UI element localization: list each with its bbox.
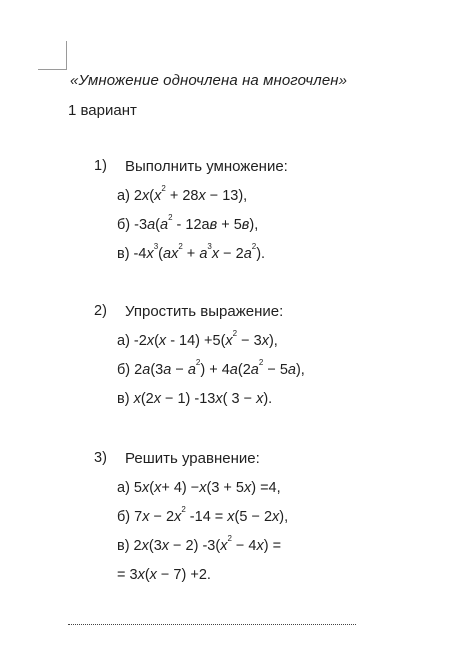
task-2-item-b: б) $2a(3a - a^2) + 4a(2a^2 - 5a)$,: [117, 358, 305, 378]
crop-mark-vertical: [66, 41, 67, 70]
dotted-answer-line: [68, 624, 356, 625]
task-1-item-a: а) $2x(x^2 + 28x - 13)$,: [117, 184, 248, 204]
task-2-item-a: а) $-2x(x - 14) +5(x^2 - 3x)$,: [117, 329, 278, 349]
task-3-item-d: = 3x(x − 7) +2.: [117, 567, 211, 583]
task-3-item-c: в) 2x(3x − 2) $-3(x^2 - 4x)$ =: [117, 534, 282, 554]
crop-mark-horizontal: [38, 69, 66, 70]
document-title: «Умножение одночлена на многочлен»: [70, 72, 348, 89]
task-1-item-c: в) $-4x^3(ax^2 + a^3x - 2a^2)$.: [117, 242, 266, 262]
task-3-item-a: а) 5x(x+ 4) −x(3 + 5x) =4,: [117, 480, 281, 496]
task-1-number: 1): [94, 158, 107, 174]
task-3-item-b: б) $7x - 2x^2$ -14 = x(5 − 2x),: [117, 505, 289, 525]
task-2-item-c: в) x(2x − 1) -13x( 3 − x).: [117, 391, 273, 407]
task-3-heading: Решить уравнение:: [125, 450, 260, 467]
task-1-item-b: б) $-3a(a^2 - 12ав + 5в)$,: [117, 213, 259, 233]
task-2-heading: Упростить выражение:: [125, 303, 284, 320]
task-2-number: 2): [94, 303, 107, 319]
task-1-heading: Выполнить умножение:: [125, 158, 288, 175]
variant-label: 1 вариант: [68, 102, 137, 119]
task-3-number: 3): [94, 450, 107, 466]
